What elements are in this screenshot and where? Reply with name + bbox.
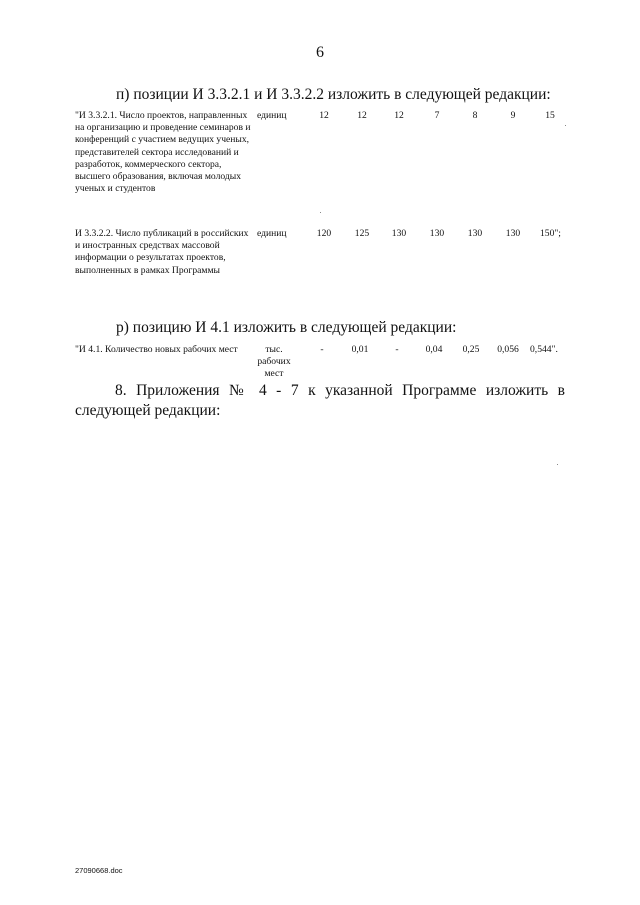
table-cell: 7 bbox=[434, 110, 440, 121]
scan-speck bbox=[565, 125, 566, 126]
footer-filename: 27090668.doc bbox=[75, 866, 123, 875]
table-cell: 0,056 bbox=[497, 344, 519, 355]
section-p-heading: п) позиции И 3.3.2.1 и И 3.3.2.2 изложить в следующей редакции: bbox=[116, 86, 551, 103]
table-cell: 12 bbox=[394, 110, 404, 121]
table-cell: 130 bbox=[429, 228, 445, 239]
scan-speck bbox=[320, 212, 321, 213]
table-cell: 150"; bbox=[540, 228, 561, 239]
section-r-heading: р) позицию И 4.1 изложить в следующей редакции: bbox=[116, 319, 457, 336]
table-cell: - bbox=[320, 344, 324, 355]
table-row-desc: "И 4.1. Количество новых рабочих мест bbox=[75, 344, 238, 355]
table-cell: 130 bbox=[505, 228, 521, 239]
table-cell: 15 bbox=[545, 110, 555, 121]
table-cell: 0,544". bbox=[530, 344, 558, 355]
table-cell: 125 bbox=[354, 228, 370, 239]
table-cell: 12 bbox=[319, 110, 329, 121]
scan-speck bbox=[557, 464, 558, 465]
table-cell: 9 bbox=[510, 110, 516, 121]
table-row-unit: единиц bbox=[257, 228, 287, 239]
table-cell: 130 bbox=[391, 228, 407, 239]
page-number: 6 bbox=[316, 44, 324, 61]
table-row-unit: единиц bbox=[257, 110, 287, 121]
table-cell: 0,04 bbox=[425, 344, 443, 355]
table-cell: 8 bbox=[472, 110, 478, 121]
table-row-unit: тыс. рабочих мест bbox=[257, 344, 291, 380]
table-cell: 12 bbox=[357, 110, 367, 121]
table-cell: 120 bbox=[316, 228, 332, 239]
table-cell: 130 bbox=[467, 228, 483, 239]
table-cell: 0,01 bbox=[351, 344, 369, 355]
item-8-paragraph: 8. Приложения № 4 - 7 к указанной Программе изложить в следующей редакции: bbox=[75, 382, 565, 419]
table-row-desc: "И 3.3.2.1. Число проектов, направленных на организацию и проведение семинаров и конференций с участием ведущих ученых, представителей сектора исследований и разработок, коммерческого сектора, высшего образования, включая молодых ученых и студентов bbox=[75, 110, 251, 195]
table-cell: - bbox=[395, 344, 399, 355]
table-row-desc: И 3.3.2.2. Число публикаций в российских и иностранных средствах массовой информации о результатах проектов, выполненных в рамках Программы bbox=[75, 228, 249, 276]
table-cell: 0,25 bbox=[462, 344, 480, 355]
